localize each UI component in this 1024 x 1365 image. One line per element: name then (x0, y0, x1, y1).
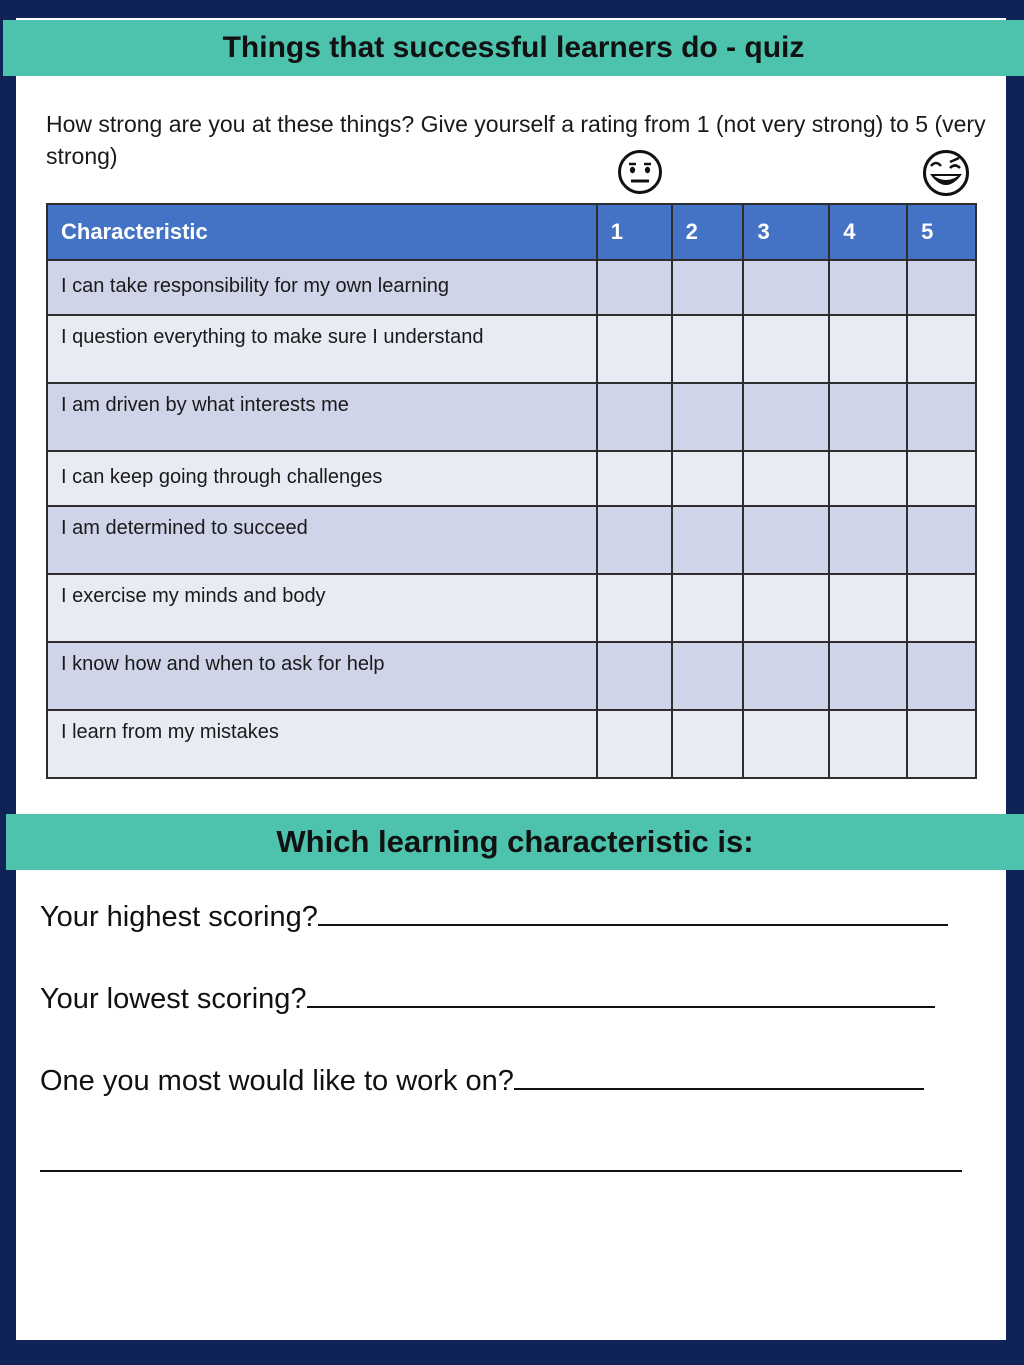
rating-cell-1[interactable] (597, 574, 672, 642)
table-row (47, 710, 976, 778)
characteristic-cell: I can keep going through challenges (47, 451, 597, 506)
rating-cell-4[interactable] (829, 642, 907, 710)
question-highest (40, 900, 948, 934)
column-header-3: 3 (743, 204, 829, 260)
neutral-face-icon (617, 149, 663, 195)
rating-cell-2[interactable] (672, 506, 744, 574)
rating-cell-3[interactable] (743, 451, 829, 506)
section-title: Which learning characteristic is: (6, 814, 1024, 870)
rating-cell-2[interactable] (672, 574, 744, 642)
rating-table (46, 203, 977, 779)
table-row (47, 574, 976, 642)
rating-cell-5[interactable] (907, 506, 976, 574)
rating-cell-3[interactable] (743, 710, 829, 778)
rating-cell-5[interactable] (907, 260, 976, 315)
column-header-5: 5 (907, 204, 976, 260)
rating-cell-3[interactable] (743, 506, 829, 574)
rating-cell-3[interactable] (743, 642, 829, 710)
column-header-2: 2 (672, 204, 744, 260)
rating-cell-3[interactable] (743, 383, 829, 451)
rating-cell-3[interactable] (743, 315, 829, 383)
answer-line-lowest[interactable] (307, 982, 935, 1008)
characteristic-cell: I can take responsibility for my own learning (47, 260, 597, 315)
column-header-1: 1 (597, 204, 672, 260)
question-lowest (40, 982, 935, 1016)
rating-cell-4[interactable] (829, 710, 907, 778)
page-title: Things that successful learners do - quiz (3, 20, 1024, 76)
characteristic-cell: I am determined to succeed (47, 506, 597, 574)
rating-cell-4[interactable] (829, 315, 907, 383)
rating-cell-2[interactable] (672, 710, 744, 778)
rating-cell-4[interactable] (829, 574, 907, 642)
answer-line-work-on[interactable] (514, 1064, 924, 1090)
rating-cell-4[interactable] (829, 451, 907, 506)
rating-cell-2[interactable] (672, 642, 744, 710)
rating-cell-1[interactable] (597, 451, 672, 506)
answer-line-highest[interactable] (318, 900, 948, 926)
rating-cell-1[interactable] (597, 260, 672, 315)
table-row (47, 315, 976, 383)
question-work-on-label: One you most would like to work on? (40, 1065, 514, 1097)
rating-cell-1[interactable] (597, 315, 672, 383)
rating-cell-5[interactable] (907, 642, 976, 710)
table-row (47, 642, 976, 710)
rating-cell-1[interactable] (597, 506, 672, 574)
characteristic-cell: I question everything to make sure I understand (47, 315, 597, 383)
table-header-row (47, 204, 976, 260)
rating-cell-5[interactable] (907, 315, 976, 383)
rating-cell-2[interactable] (672, 383, 744, 451)
rating-cell-4[interactable] (829, 260, 907, 315)
column-header-characteristic: Characteristic (47, 204, 597, 260)
question-highest-label: Your highest scoring? (40, 901, 318, 933)
rating-cell-2[interactable] (672, 315, 744, 383)
column-header-4: 4 (829, 204, 907, 260)
question-work-on (40, 1064, 924, 1098)
rating-cell-2[interactable] (672, 260, 744, 315)
answer-line-extra[interactable] (40, 1146, 962, 1172)
rating-cell-1[interactable] (597, 642, 672, 710)
rating-cell-1[interactable] (597, 710, 672, 778)
intro-text: How strong are you at these things? Give yourself a rating from 1 (not very strong) to 5 (very strong) (46, 111, 986, 169)
rating-cell-4[interactable] (829, 506, 907, 574)
grinning-face-icon (921, 148, 971, 198)
rating-cell-3[interactable] (743, 260, 829, 315)
table-row (47, 506, 976, 574)
rating-cell-5[interactable] (907, 710, 976, 778)
rating-cell-3[interactable] (743, 574, 829, 642)
table-row (47, 383, 976, 451)
characteristic-cell: I exercise my minds and body (47, 574, 597, 642)
table-row (47, 260, 976, 315)
rating-cell-4[interactable] (829, 383, 907, 451)
rating-cell-5[interactable] (907, 574, 976, 642)
characteristic-cell: I am driven by what interests me (47, 383, 597, 451)
table-row (47, 451, 976, 506)
rating-cell-5[interactable] (907, 383, 976, 451)
rating-cell-5[interactable] (907, 451, 976, 506)
characteristic-cell: I know how and when to ask for help (47, 642, 597, 710)
rating-cell-2[interactable] (672, 451, 744, 506)
question-lowest-label: Your lowest scoring? (40, 983, 307, 1015)
characteristic-cell: I learn from my mistakes (47, 710, 597, 778)
rating-cell-1[interactable] (597, 383, 672, 451)
extra-answer-line[interactable] (40, 1146, 962, 1180)
